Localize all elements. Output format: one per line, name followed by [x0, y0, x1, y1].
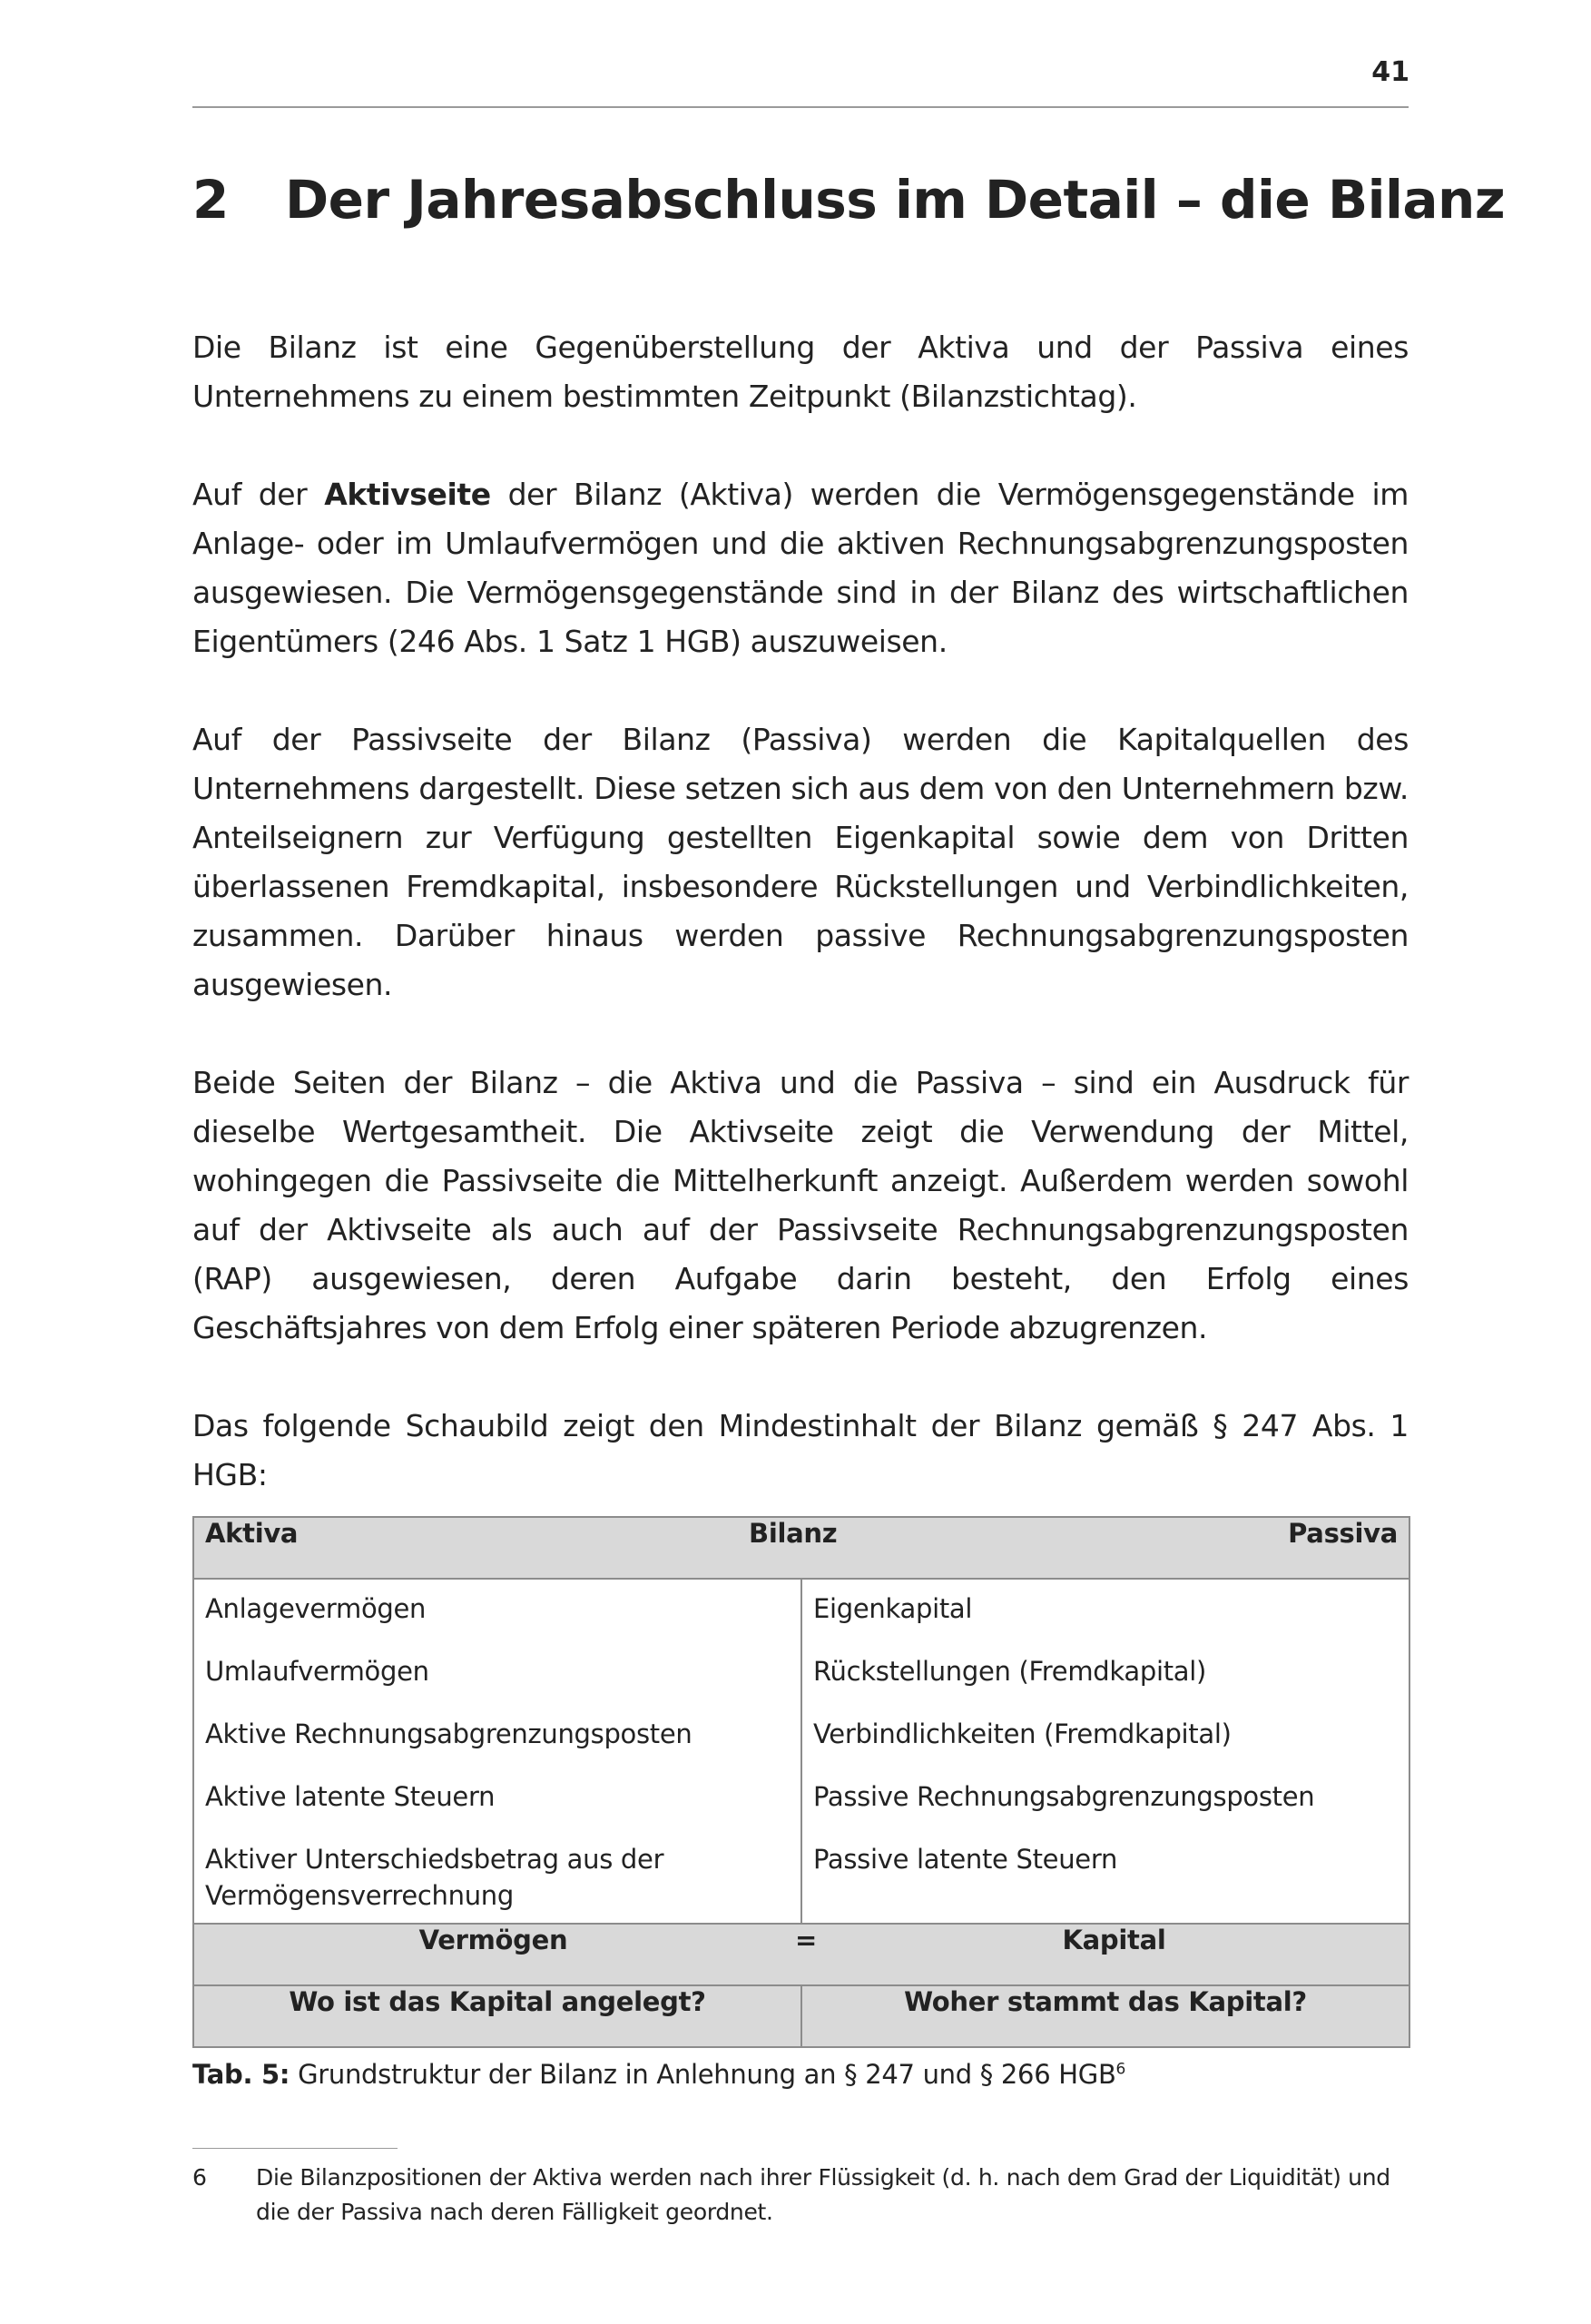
chapter-heading — [192, 169, 1505, 231]
question-left: Wo ist das Kapital angelegt? — [193, 1985, 801, 2047]
passiva-item: Verbindlichkeiten (Fremdkapital) — [813, 1718, 1232, 1749]
caption-label: Tab. 5: — [192, 2059, 290, 2090]
passiva-item: Rückstellungen (Fremdkapital) — [813, 1656, 1207, 1687]
sum-vermoegen: Vermögen — [418, 1925, 568, 1955]
table-caption — [192, 2059, 1409, 2090]
header-passiva: Passiva — [1288, 1518, 1399, 1549]
paragraph-1: Die Bilanz ist eine Gegenüberstellung der Aktiva und der Passiva eines Unternehmens zu einem bestimmten Zeitpunkt (Bilanzstichtag). — [192, 330, 1409, 414]
aktiva-item: Aktive Rechnungsabgrenzungsposten — [205, 1718, 692, 1749]
table-header-row — [193, 1517, 1409, 1579]
passiva-item: Eigenkapital — [813, 1593, 973, 1624]
balance-sheet-table — [192, 1516, 1410, 2048]
table-question-row — [193, 1985, 1409, 2047]
header-bilanz: Bilanz — [749, 1518, 838, 1549]
aktiva-item: Anlagevermögen — [205, 1593, 427, 1624]
chapter-number: 2 — [192, 169, 229, 231]
footnote-rule — [192, 2148, 398, 2149]
table-sum-row — [193, 1924, 1409, 1985]
aktiva-item: Aktive latente Steuern — [205, 1781, 496, 1812]
aktiva-column — [193, 1579, 801, 1924]
footnote-number: 6 — [192, 2164, 207, 2191]
passiva-column — [801, 1579, 1409, 1924]
paragraph-4: Beide Seiten der Bilanz – die Aktiva und die Passiva – sind ein Ausdruck für dieselbe Wertgesamtheit. Die Aktivseite zeigt die Verwendung der Mittel, wohingegen die Passivseite die Mittelherkunft anzeigt. Außerdem werden sowohl auf der Aktivseite als auch auf der Passivseite Rechnungsabgrenzungsposten (RAP) ausgewiesen, deren Aufgabe darin besteht, den Erfolg eines Geschäftsjahres von dem Erfolg einer späteren Periode abzugrenzen. — [192, 1065, 1409, 1345]
aktiva-item: Aktiver Unterschiedsbetrag aus der Vermögensverrechnung — [205, 1844, 664, 1911]
caption-footnote-ref: 6 — [1115, 2060, 1126, 2079]
caption-text: Grundstruktur der Bilanz in Anlehnung an § 247 und § 266 HGB — [290, 2059, 1116, 2090]
chapter-title: Der Jahresabschluss im Detail – die Bilanz — [285, 169, 1506, 231]
table-items-row — [193, 1579, 1409, 1924]
body-text — [192, 323, 1409, 2090]
sum-equals: = — [794, 1925, 817, 1955]
emphasis-aktivseite: Aktivseite — [324, 477, 491, 512]
question-right: Woher stammt das Kapital? — [801, 1985, 1409, 2047]
header-aktiva: Aktiva — [205, 1518, 299, 1549]
sum-kapital: Kapital — [1062, 1925, 1166, 1955]
passiva-item: Passive latente Steuern — [813, 1844, 1118, 1875]
passiva-item: Passive Rechnungsabgrenzungsposten — [813, 1781, 1315, 1812]
paragraph-2: Auf der Aktivseite der Bilanz (Aktiva) werden die Vermögensgegenstände im Anlage- oder im Umlaufvermögen und die aktiven Rechnungsabgrenzungsposten ausgewiesen. Die Vermögensgegenstände sind in der Bilanz des wirtschaftlichen Eigentümers (246 Abs. 1 Satz 1 HGB) auszuweisen. — [192, 477, 1409, 659]
footnote-text: Die Bilanzpositionen der Aktiva werden nach ihrer Flüssigkeit (d. h. nach dem Grad der Liquidität) und die der Passiva nach deren Fälligkeit geordnet. — [256, 2164, 1390, 2225]
page-number: 41 — [1371, 56, 1409, 88]
paragraph-3: Auf der Passivseite der Bilanz (Passiva) werden die Kapitalquellen des Unternehmens dargestellt. Diese setzen sich aus dem von den Unternehmern bzw. Anteilseignern zur Verfügung gestellten Eigenkapital sowie dem von Dritten überlassenen Fremdkapital, insbesondere Rückstellungen und Verbindlichkeiten, zusammen. Darüber hinaus werden passive Rechnungsabgrenzungsposten ausgewiesen. — [192, 722, 1409, 1002]
aktiva-item: Umlaufvermögen — [205, 1656, 429, 1687]
footnote — [192, 2161, 1409, 2230]
paragraph-5: Das folgende Schaubild zeigt den Mindestinhalt der Bilanz gemäß § 247 Abs. 1 HGB: — [192, 1408, 1409, 1492]
header-rule — [192, 106, 1409, 108]
